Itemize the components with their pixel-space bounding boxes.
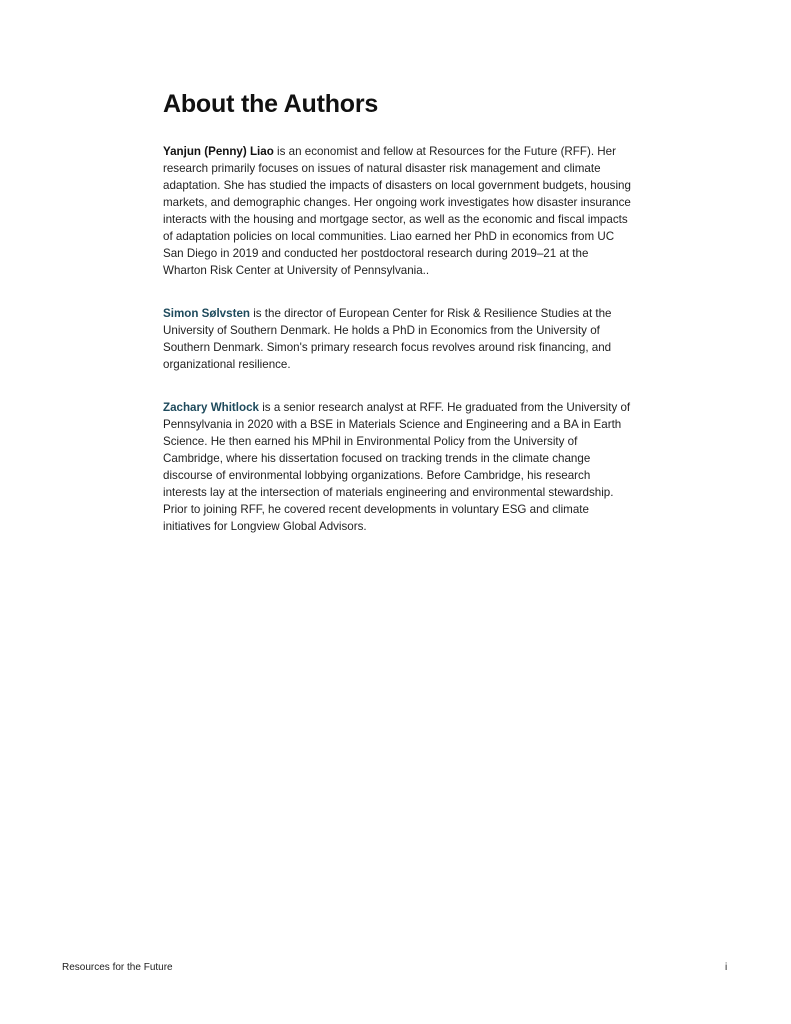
- author-bio-text-liao: is an economist and fellow at Resources for the Future (RFF). Her research primarily focuses on issues of natural disaster risk management and climate adaptation. She has studied the impacts of disasters on local government budgets, housing markets, and demographic changes. Her ongoing work investigates how disaster insurance interacts with the housing and mortgage sector, as well as the economic and fiscal impacts of adaptation policies on local communities. Liao earned her PhD in economics from UC San Diego in 2019 and conducted her postdoctoral research during 2019–21 at the Wharton Risk Center at University of Pennsylvania..: [163, 145, 631, 277]
- author-bio-text-solvsten: is the director of European Center for Risk & Resilience Studies at the University of Southern Denmark. He holds a PhD in Economics from the University of Southern Denmark. Simon's primary research focus revolves around risk financing, and organizational resilience.: [163, 307, 612, 371]
- footer-organization: Resources for the Future: [62, 962, 173, 973]
- author-bio-solvsten: [163, 305, 633, 373]
- author-name-liao: Yanjun (Penny) Liao: [163, 145, 274, 158]
- author-bio-text-whitlock: is a senior research analyst at RFF. He graduated from the University of Pennsylvania in 2020 with a BSE in Materials Science and Engineering and a BA in Earth Science. He then earned his MPhil in Environmental Policy from the University of Cambridge, where his dissertation focused on tracking trends in the climate change discourse of environmental lobbying organizations. Before Cambridge, his research interests lay at the intersection of materials engineering and environmental stewardship. Prior to joining RFF, he covered recent developments in voluntary ESG and climate initiatives for Longview Global Advisors.: [163, 401, 631, 533]
- author-name-solvsten: Simon Sølvsten: [163, 307, 250, 320]
- author-bio-whitlock: [163, 399, 633, 535]
- author-name-whitlock: Zachary Whitlock: [163, 401, 259, 414]
- author-bio-liao: [163, 143, 633, 279]
- footer-page-number: i: [725, 962, 728, 973]
- page-title: About the Authors: [163, 90, 379, 118]
